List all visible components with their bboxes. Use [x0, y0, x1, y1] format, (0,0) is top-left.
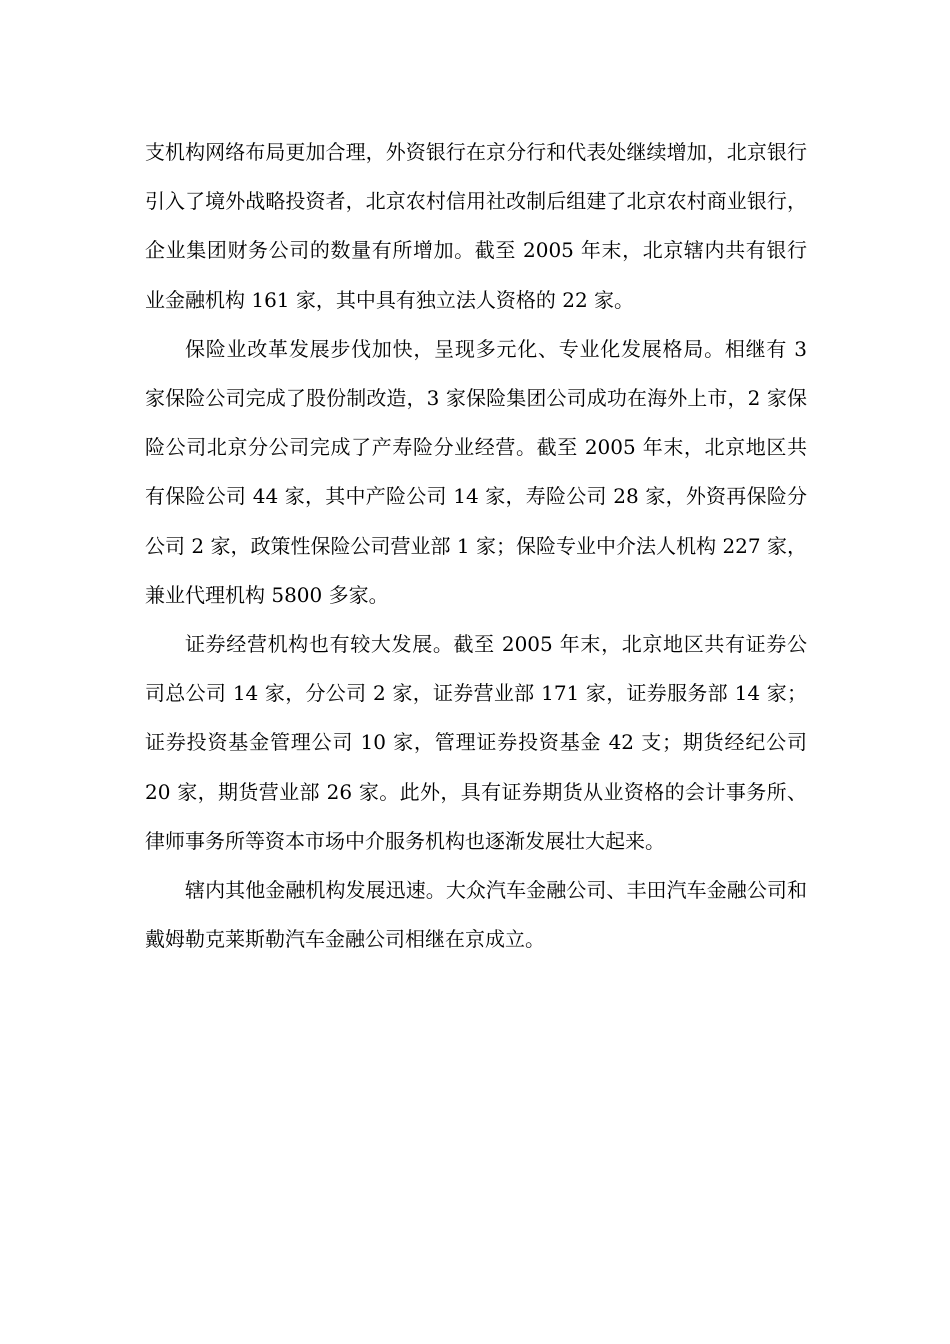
- paragraph-securities: 证券经营机构也有较大发展。截至 2005 年末，北京地区共有证券公司总公司 14 家，分公司 2 家，证券营业部 171 家，证券服务部 14 家；证券投资基金管理公司 10 家，管理证券投资基金 42 支；期货经纪公司 20 家，期货营业部 26 家。此外，具有证券期货从业资格的会计事务所、律师事务所等资本市场中介服务机构也逐渐发展壮大起来。: [145, 632, 807, 853]
- paragraph-banking-continued: 支机构网络布局更加合理，外资银行在京分行和代表处继续增加，北京银行引入了境外战略投资者，北京农村信用社改制后组建了北京农村商业银行，企业集团财务公司的数量有所增加。截至 2005 年末，北京辖内共有银行业金融机构 161 家，其中具有独立法人资格的 22 家。: [145, 140, 807, 312]
- paragraph-insurance: 保险业改革发展步伐加快，呈现多元化、专业化发展格局。相继有 3 家保险公司完成了股份制改造，3 家保险集团公司成功在海外上市，2 家保险公司北京分公司完成了产寿险分业经营。截至 2005 年末，北京地区共有保险公司 44 家，其中产险公司 14 家，寿险公司 28 家，外资再保险分公司 2 家，政策性保险公司营业部 1 家；保险专业中介法人机构 227 家，兼业代理机构 5800 多家。: [145, 336, 807, 607]
- paragraph-other-institutions: 辖内其他金融机构发展迅速。大众汽车金融公司、丰田汽车金融公司和戴姆勒克莱斯勒汽车金融公司相继在京成立。: [145, 878, 807, 952]
- document-body: [145, 128, 807, 964]
